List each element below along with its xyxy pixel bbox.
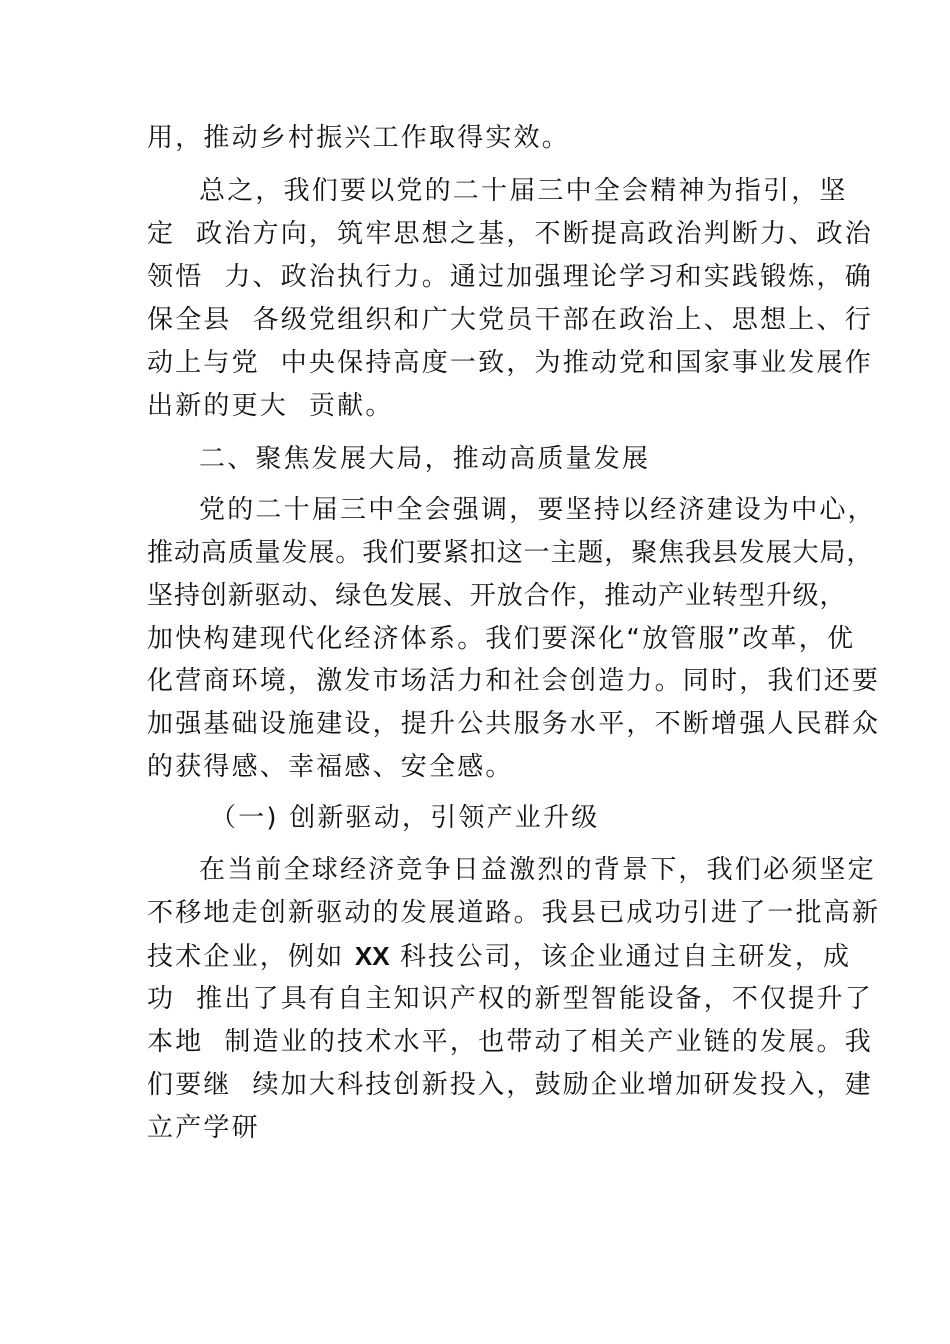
- text-line: 出新的更大 贡献。: [147, 391, 394, 421]
- text-segment: 技术企业，例如: [147, 942, 355, 972]
- text-line: 推动高质量发展。我们要紧扣这一主题，聚焦我县发展大局，: [147, 538, 874, 568]
- text-line: 加快构建现代化经济体系。我们要深化“放管服”改革，优: [147, 624, 856, 654]
- text-line: [147, 941, 852, 972]
- text-line: 坚持创新驱动、绿色发展、开放合作，推动产业转型升级，: [147, 581, 847, 611]
- text-line: 保全县 各级党组织和广大党员干部在政治上、思想上、行: [147, 305, 873, 335]
- text-line: 领悟 力、政治执行力。通过加强理论学习和实践锻炼，确: [147, 262, 873, 292]
- section-heading: 二、聚焦发展大局，推动高质量发展: [199, 444, 651, 474]
- text-line: 动上与党 中央保持高度一致，为推动党和国家事业发展作: [147, 348, 873, 378]
- text-line: 总之，我们要以党的二十届三中全会精神为指引，坚: [199, 176, 848, 206]
- subsection-heading: （一) 创新驱动，引领产业升级: [210, 803, 600, 833]
- text-line: 本地 制造业的技术水平，也带动了相关产业链的发展。我: [147, 1027, 873, 1057]
- text-line: 不移地走创新驱动的发展道路。我县已成功引进了一批高新: [147, 898, 881, 928]
- text-line: 在当前全球经济竞争日益激烈的背景下，我们必须坚定: [199, 855, 876, 885]
- text-line: 立产学研: [147, 1113, 260, 1143]
- text-line: 加强基础设施建设，提升公共服务水平，不断增强人民群众: [147, 709, 881, 739]
- text-line: 化营商环境，激发市场活力和社会创造力。同时，我们还要: [147, 666, 881, 696]
- text-line: 功 推出了具有自主知识产权的新型智能设备，不仅提升了: [147, 984, 873, 1014]
- company-placeholder: XX: [354, 941, 390, 971]
- text-line: 党的二十届三中全会强调，要坚持以经济建设为中心，: [199, 495, 876, 525]
- text-line: 定 政治方向，筑牢思想之基，不断提高政治判断力、政治: [147, 219, 873, 249]
- text-segment: 科技公司，该企业通过自主研发，成: [389, 942, 852, 972]
- text-line: 们要继 续加大科技创新投入，鼓励企业增加研发投入，建: [147, 1070, 873, 1100]
- text-line: 的获得感、幸福感、安全感。: [147, 752, 514, 782]
- text-line: 用，推动乡村振兴工作取得实效。: [147, 123, 571, 153]
